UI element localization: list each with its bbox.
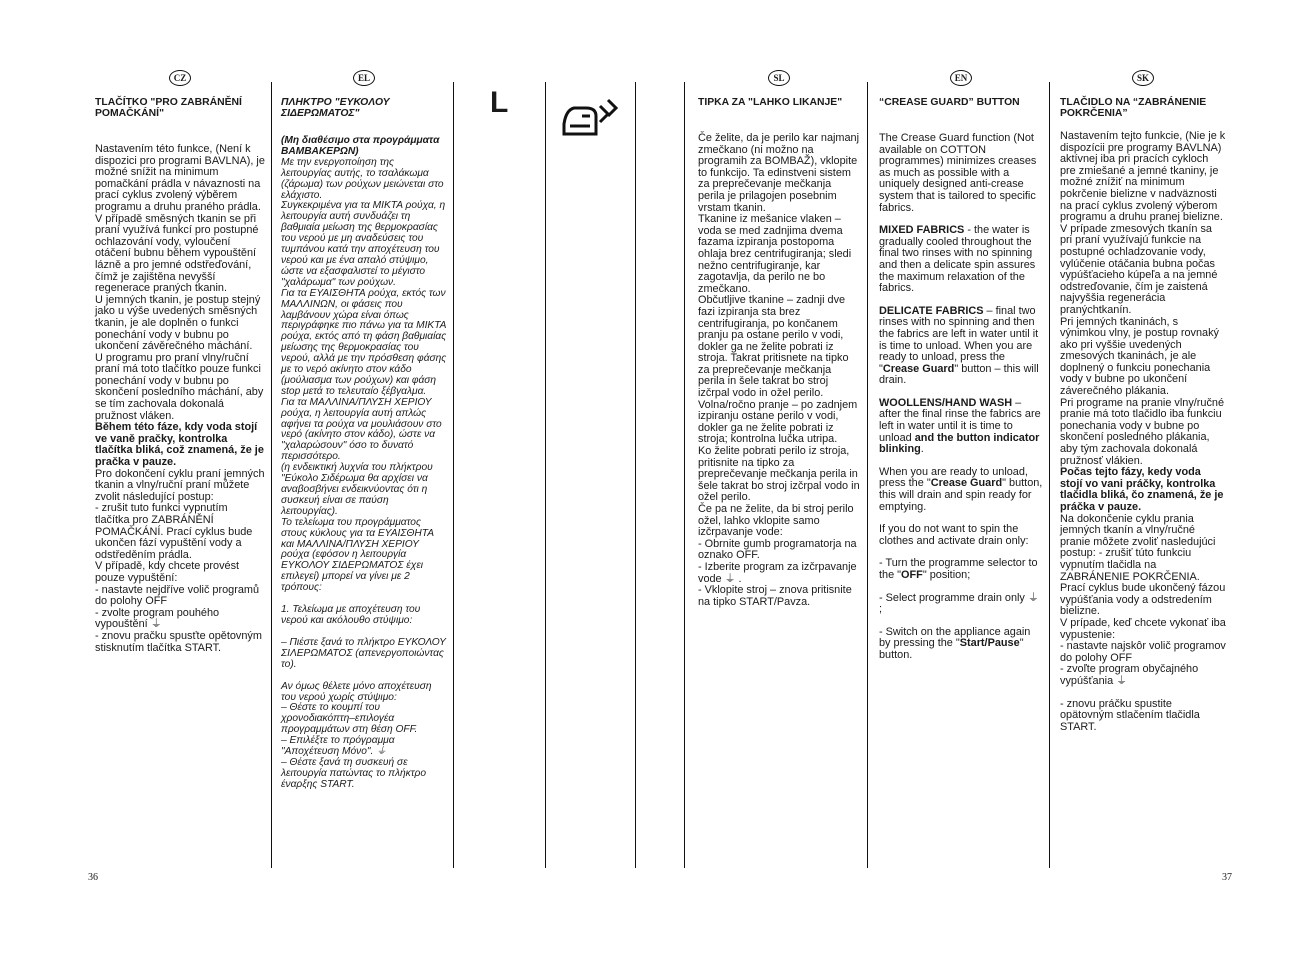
en-wool-bold: and the button indicator blinking [879, 431, 1040, 456]
section-letter: L [490, 86, 509, 119]
el-title: ΠΛΗΚΤΡΟ "ΕΥΚΟΛΟΥ ΣΙΔΕΡΩΜΑΤΟΣ" [281, 97, 390, 119]
sk-title: TLAČIDLO NA “ZABRÁNENIE POKRČENIA” [1060, 97, 1207, 119]
sl-paragraph: Če želite, da je perilo kar najmanj zmečkano (ni možno na programih za BOMBAŽ), vklopite to funkcijo. Ta edinstveni sistem za preprečevanje mečkanja perila je prilagojen posebnim vrstam tkanin. [698, 132, 860, 214]
en-wool-label: WOOLLENS/HAND WASH [879, 396, 1013, 409]
sk-paragraph-bold: Počas tejto fázy, kedy voda stojí vo vani práčky, kontrolka tlačidla bliká, čo znamená, že je práčka v pauze. [1060, 466, 1224, 513]
sk-paragraph: Pri programe na pranie vlny/ručné pranie má toto tlačidlo iba funkciu ponechania vody v bubne po skončení posledného plákania, aby tým zachovala dokonalá pružnosť vlákien. [1060, 396, 1225, 467]
en-step-2: - Select programme drain only ⏚ ; [879, 591, 1039, 616]
column-el [281, 70, 447, 791]
sl-paragraph: - Izberite program za izčrpavanje vode ⏚ . [698, 560, 857, 585]
sl-title: TIPKA ZA "LAHKO LIKANJE" [698, 97, 843, 108]
cz-paragraph: V případě směsných tkanin se při praní využívá funkcí pro postupné ochlazování vody, vyloučení otáčení bubnu během vypouštění lázně a pro jemné odstřeďování, čímž je zajištěna nevyšší regenerace praných tkanin. [95, 212, 259, 295]
sk-paragraph: - zvoľte program obyčajného vypúšťania ⏚ [1060, 663, 1199, 687]
sl-paragraph: - Obrnite gumb programatorja na oznako OFF. [698, 537, 857, 562]
en-ready-crease: Crease Guard [930, 477, 1003, 490]
column-rule-7 [1049, 82, 1050, 868]
column-rule-4 [635, 82, 636, 868]
en-delicate-text-2: " button – this will drain. [879, 362, 1039, 387]
el-paragraph: Αν όμως θέλετε μόνο αποχέτευση του νερού χωρίς στύψιμο: [281, 680, 432, 703]
cz-paragraph: U programu pro praní vlny/ruční praní má toto tlačítko pouze funkci ponechání vody v bubnu po skončení posledního máchání, aby se tím zachovala dokonalá pružnost vláken. [95, 351, 264, 422]
en-title: “CREASE GUARD” BUTTON [879, 97, 1020, 108]
cz-paragraph-bold: Během této fáze, kdy voda stojí ve vaně pračky, kontrolka tlačítka bliká, což znamená, že je pračka v pauze. [95, 421, 264, 469]
en-mixed-fabrics [879, 225, 1043, 295]
cz-body [95, 144, 265, 654]
en-mixed-text: - the water is gradually cooled throughout the final two rinses with no spinning and then a delicate spin assures the maximum relaxation of the fabrics. [879, 224, 1036, 295]
cz-paragraph: Nastavením této funkce, (Není k dispozici pro programi BAVLNA), je možné snížit na minimum pomačkání prádla v návaznosti na prací cyklus zvolený výběrem programu a druhu praného prádla. [95, 143, 265, 213]
en-step1-off: OFF [901, 569, 923, 581]
el-paragraph: Συγκεκριμένα για τα ΜΙΚΤΑ ρούχα, η λειτουργία αυτή συνδυάζει τη βαθμιαία μείωση της θερμοκρασίας του νερού με μη αναδεύσεις του τυμπάνου κατά την αποχέτευση του νερού και με ένα απαλό στύψιμο, ώστε να εξασφαλιστεί το μέγιστο "χαλάρωμα" των ρούχων. [281, 200, 446, 288]
en-step3-start: Start/Pause [959, 637, 1020, 650]
el-paragraph: – Πιέστε ξανά το πλήκτρο ΕΥΚΟΛΟΥ ΣΙΛΕΡΩΜΑΤΟΣ (απενεργοποιώντας το). [281, 636, 446, 670]
en-delicate-fabrics [879, 306, 1043, 387]
el-paragraph: 1. Τελείωμα με αποχέτευση του νερού και ακόλουθο στύψιμο: [281, 604, 421, 626]
en-mixed-label: MIXED FABRICS [879, 224, 965, 237]
el-subtitle: (Μη διαθέσιμο στα προγράμματα ΒΑΜΒΑΚΕΡΩΝ) [281, 135, 440, 157]
el-paragraph: Για τα ΕΥΑΙΣΘΗΤΑ ρούχα, εκτός των ΜΑΛΛΙΝΩΝ, οι φάσεις που λαμβάνουν χώρα είναι όπως περιγράφηκε πιο πάνω για τα ΜΙΚΤΑ ρούχα, εκτός από τη φάση βαθμιαίας μείωσης της θερμοκρασίας του νερού, αλλά με την πρόσθεση φάσης με το νερό ακίνητο στον κάδο (μούλιασμα των ρούχων) και φάση stop μετά το τελευταίο ξέβγαλμα. [281, 287, 447, 397]
sl-paragraph: Volna/ročno pranje – po zadnjem izpiranju ostane perilo v vodi, dokler ga ne želite pobrati iz stroja; kontrolna lučka utripa. [698, 398, 858, 446]
sk-paragraph: V prípade zmesových tkanín sa pri praní využívajú funkcie na postupné ochladzovanie vody, vylúčenie otáčania bubna počas vypúšťacieho kúpeľa a na jemné odstreďovanie, čím je zaistená najvyššia regenerácia pranýchtkanín. [1060, 222, 1218, 316]
en-delicate-text-1: – final two rinses with no spinning and then the fabrics are left in water until it is time to unload. When you are ready to unload, press the " [879, 304, 1039, 375]
cz-paragraph: - zvolte program pouhého vypouštění ⏚ [95, 606, 220, 631]
el-paragraph: – Επιλέξτε το πρόγραμμα "Αποχέτευση Μόνο". ⏚ [281, 735, 395, 758]
column-rule-1 [271, 82, 272, 868]
en-step3-b: " button. [879, 637, 1024, 661]
el-paragraph: Για τα ΜΑΛΛΙΝΑ/ΠΛΥΣΗ ΧΕΡΙΟΥ ρούχα, η λειτουργία αυτή απλώς αφήνει τα ρούχα να μουλιάσουν στο νερό (ακίνητο στον κάδο), ώστε να "χαλαρώσουν" όσο το δυνατό περισσότερο. [281, 396, 442, 463]
column-rule-2 [453, 82, 454, 868]
cz-paragraph: - znovu pračku spusťte opětovným stisknutím tlačítka START. [95, 629, 262, 654]
column-en [879, 70, 1043, 662]
page-number-right: 37 [1222, 872, 1232, 883]
sl-body [698, 133, 860, 608]
column-sk [1060, 70, 1226, 733]
el-body [281, 136, 447, 791]
cz-paragraph: - zrušit tuto funkci vypnutím tlačítka pro ZABRÁNĚNÍ POMAČKÁNÍ. Prací cyklus bude ukončen fází vypuštění vody a odstředěním prádla. [95, 502, 253, 561]
sk-paragraph: Pri jemných tkaninách, s výnimkou vlny, je postup rovnaký ako pri vyššie uvedených zmesových tkaninách, je ale doplnený o funkciu ponechania vody v bubne po ukončení záverečného plákania. [1060, 315, 1219, 398]
language-badge-sl: SL [768, 70, 790, 86]
cz-paragraph: V případě, kdy chcete provést pouze vypuštění: [95, 560, 240, 584]
sk-paragraph: Na dokončenie cyklu prania jemných tkanín a vlny/ručné pranie môžete zvoliť nasledujúci postup: - zrušiť túto funkciu vypnutím tlačidla na ZABRÁNENIE POKRČENIA. Prací cyklus bude ukončený fázou vypúšťania vody a odstredením bielizne. [1060, 512, 1226, 618]
en-step3-a: - Switch on the appliance again by pressing the " [879, 625, 1031, 650]
language-badge-sk: SK [1132, 70, 1154, 86]
en-nospin: If you do not want to spin the clothes and activate drain only: [879, 523, 1029, 547]
el-paragraph: (η ενδεικτική λυχνία του πλήκτρου "Εύκολο Σιδέρωμα θα αρχίσει να αναβοσβήνει ενδεικνύοντας ότι η συσκευή είναι σε παύση λειτουργίας). [281, 462, 433, 517]
en-ready [879, 467, 1043, 513]
en-delicate-crease: Crease Guard [882, 362, 955, 375]
cz-paragraph: U jemných tkanin, je postup stejný jako u výše uvedených směsných tkanin, je ale doplněn o funkci ponechání vody v bubnu po ukončení závěrečného máchání. [95, 293, 261, 353]
sl-paragraph: Tkanine iz mešanice vlaken – voda se med zadnjima dvema fazama izpiranja postopoma ohlaja brez centrifugiranja; sledi nežno centrifugiranje, kar zagotavlja, da perilo ne bo zmečkano. [698, 213, 852, 295]
en-step1-a: - Turn the programme selector to the " [879, 557, 1038, 581]
sk-paragraph: - znovu práčku spustite opätovným stlačením tlačidla START. [1060, 697, 1200, 733]
en-ready-2: " button, this will drain and spin ready for emptying. [879, 477, 1043, 513]
el-paragraph: Με την ενεργοποίηση της λειτουργίας αυτής, το τσαλάκωμα (ζάρωμα) των ρούχων μειώνεται στο ελάχιστο. [281, 156, 444, 201]
language-badge-el: EL [353, 70, 375, 86]
sk-paragraph: - nastavte najskôr volič programov do polohy OFF [1060, 640, 1226, 664]
cz-title: TLAČÍTKO "PRO ZABRÁNĚNÍ POMAČKÁNÍ" [95, 97, 242, 119]
iron-anti-crease-icon [560, 96, 620, 140]
language-badge-cz: CZ [169, 70, 191, 86]
column-sl [698, 70, 860, 608]
column-cz [95, 70, 265, 654]
en-intro: The Crease Guard function (Not available on COTTON programmes) minimizes creases as much as possible with a uniquely designed anti-crease system that is tailored to specific fabrics. [879, 132, 1037, 214]
en-body [879, 133, 1043, 662]
en-wool-text: – after the final rinse the fabrics are left in water until it is time to unload [879, 396, 1041, 444]
en-woollens: WOOLLENS/HAND WASH – after the final rinse the fabrics are left in water until it is time to unload and the button indicator blinking. [879, 396, 1041, 456]
cz-paragraph: Pro dokončení cyklu praní jemných tkanin a vlny/ruční praní můžete zvolit následující postup: [95, 467, 265, 503]
en-step1-b: " position; [922, 569, 971, 581]
column-rule-5 [684, 82, 685, 868]
el-paragraph: – Θέστε ξανά τη συσκευή σε λειτουργία πατώντας το πλήκτρο έναρξης START. [281, 756, 427, 790]
sl-paragraph: Ko želite pobrati perilo iz stroja, pritisnite na tipko za preprečevanje mečkanja perila in šele takrat bo stroj izčrpal vodo in ožel perilo. [698, 445, 860, 504]
en-step-1 [879, 558, 1043, 581]
column-rule-3 [545, 82, 546, 868]
column-rule-6 [867, 82, 868, 868]
en-delicate-label: DELICATE FABRICS [879, 304, 984, 317]
sk-paragraph: Nastavením tejto funkcie, (Nie je k dispozícii pre programy BAVLNA) aktívnej iba pri pracích cykloch pre zmiešané a jemné tkaniny, je možné znížiť na minimum pokrčenie bielizne v nadväznosti na prací cyklus zvolený výberom programu a druhu pranej bielizne. [1060, 130, 1226, 224]
el-paragraph: Το τελείωμα του προγράμματος στους κύκλους για τα ΕΥΑΙΣΘΗΤΑ και ΜΑΛΛΙΝΑ/ΠΛΥΣΗ ΧΕΡΙΟΥ ρούχα (εφόσον η λειτουργία ΕΥΚΟΛΟΥ ΣΙΔΕΡΩΜΑΤΟΣ έχει επιλεγεί) μπορεί να γίνει με 2 τρόπους: [281, 516, 434, 594]
cz-paragraph: - nastavte nejdříve volič programů do polohy OFF [95, 583, 260, 608]
en-step-3 [879, 627, 1043, 662]
page-number-left: 36 [88, 872, 98, 883]
en-ready-1: When you are ready to unload, press the " [879, 465, 1028, 490]
sl-paragraph: - Vklopite stroj – znova pritisnite na tipko START/Pavza. [698, 584, 852, 608]
language-badge-en: EN [950, 70, 972, 86]
sl-paragraph: Občutljive tkanine – zadnji dve fazi izpiranja sta brez centrifugiranja, po končanem pranju pa ostane perilo v vodi, dokler ga ne želite pobrati iz stroja. Takrat pritisnete na tipko za preprečevanje mečkanja perila in šele takrat bo stroj izčrpal vodo in ožel perilo. [698, 294, 849, 400]
sl-paragraph: Če pa ne želite, da bi stroj perilo ožel, lahko vklopite samo izčrpavanje vode: [698, 503, 854, 539]
sk-paragraph: V prípade, keď chcete vykonať iba vypustenie: [1060, 616, 1226, 641]
el-paragraph: – Θέστε το κουμπί του χρονοδιακόπτη–επιλογέα προγραμμάτων στη θέση OFF. [281, 702, 418, 736]
sk-body [1060, 131, 1226, 733]
